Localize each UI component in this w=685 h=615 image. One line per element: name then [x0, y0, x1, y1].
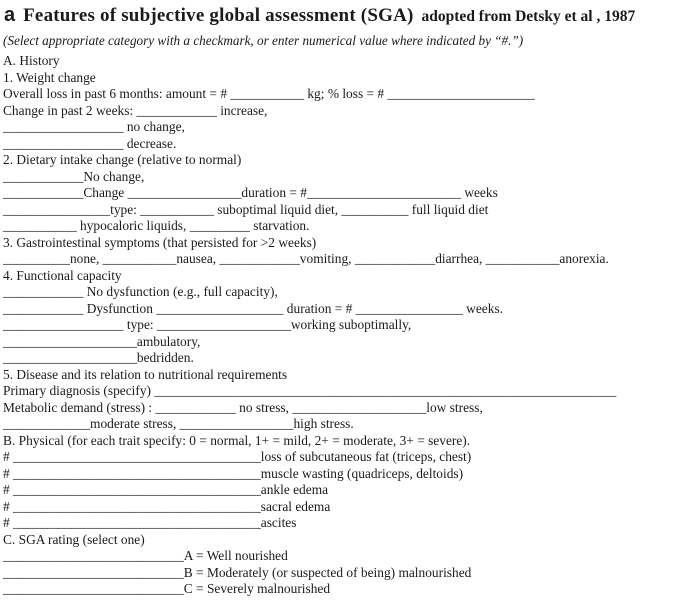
- sga-form-body: [3, 53, 685, 598]
- form-line-27: # _____________________________________sacral edema: [3, 498, 331, 514]
- form-line-5: __________________ decrease.: [3, 135, 177, 151]
- title-suffix: adopted from Detsky et al , 1987: [421, 8, 636, 25]
- form-line-31: ___________________________B = Moderately (or suspected of being) malnourished: [3, 564, 472, 580]
- form-line-17: ____________________ambulatory,: [3, 333, 201, 349]
- form-line-23: B. Physical (for each trait specify: 0 = normal, 1+ = mild, 2+ = moderate, 3+ = severe).: [3, 432, 471, 448]
- form-line-15: ____________ Dysfunction ___________________ duration = # ________________ weeks.: [3, 300, 503, 316]
- form-line-19: 5. Disease and its relation to nutritional requirements: [3, 366, 288, 382]
- form-line-11: 3. Gastrointestinal symptoms (that persisted for >2 weeks): [3, 234, 317, 250]
- form-line-3: Change in past 2 weeks: ____________ increase,: [3, 102, 268, 118]
- title-text: Features of subjective global assessment (SGA): [23, 5, 414, 26]
- form-line-10: ___________ hypocaloric liquids, _________ starvation.: [3, 218, 310, 233]
- form-line-1: 1. Weight change: [3, 69, 96, 85]
- instruction-note: (Select appropriate category with a checkmark, or enter numerical value where indicated by “#.”): [3, 33, 524, 48]
- panel-label: a: [4, 4, 16, 26]
- form-line-9: ________________type: ___________ suboptimal liquid diet, __________ full liquid diet: [3, 201, 489, 217]
- form-line-29: C. SGA rating (select one): [3, 531, 145, 547]
- form-line-22: _____________moderate stress, _________________high stress.: [3, 416, 354, 431]
- form-line-16: __________________ type: ____________________working suboptimally,: [3, 317, 412, 332]
- form-line-0: A. History: [3, 53, 60, 68]
- form-line-25: # _____________________________________muscle wasting (quadriceps, deltoids): [3, 465, 464, 481]
- form-line-2: Overall loss in past 6 months: amount = # ___________ kg; % loss = # ______________________: [3, 86, 535, 101]
- form-line-13: 4. Functional capacity: [3, 267, 122, 283]
- figure-title: [4, 4, 685, 27]
- form-line-28: # _____________________________________ascites: [3, 515, 297, 530]
- form-line-26: # _____________________________________ankle edema: [3, 482, 329, 497]
- form-line-12: __________none, ___________nausea, ____________vomiting, ____________diarrhea, ___________anorexia.: [3, 251, 609, 266]
- form-line-32: ___________________________C = Severely malnourished: [3, 581, 331, 596]
- form-line-24: # _____________________________________loss of subcutaneous fat (triceps, chest): [3, 449, 472, 464]
- form-line-30: ___________________________A = Well nourished: [3, 548, 288, 563]
- form-line-20: Primary diagnosis (specify) _____________________________________________________________________: [3, 383, 617, 398]
- form-line-7: ____________No change,: [3, 168, 145, 184]
- form-line-14: ____________ No dysfunction (e.g., full capacity),: [3, 284, 278, 299]
- form-line-18: ____________________bedridden.: [3, 350, 194, 365]
- form-line-21: Metabolic demand (stress) : ____________ no stress, ____________________low stress,: [3, 399, 483, 415]
- form-line-6: 2. Dietary intake change (relative to normal): [3, 152, 242, 167]
- form-line-4: __________________ no change,: [3, 119, 185, 134]
- form-line-8: ____________Change _________________duration = #_______________________ weeks: [3, 185, 498, 200]
